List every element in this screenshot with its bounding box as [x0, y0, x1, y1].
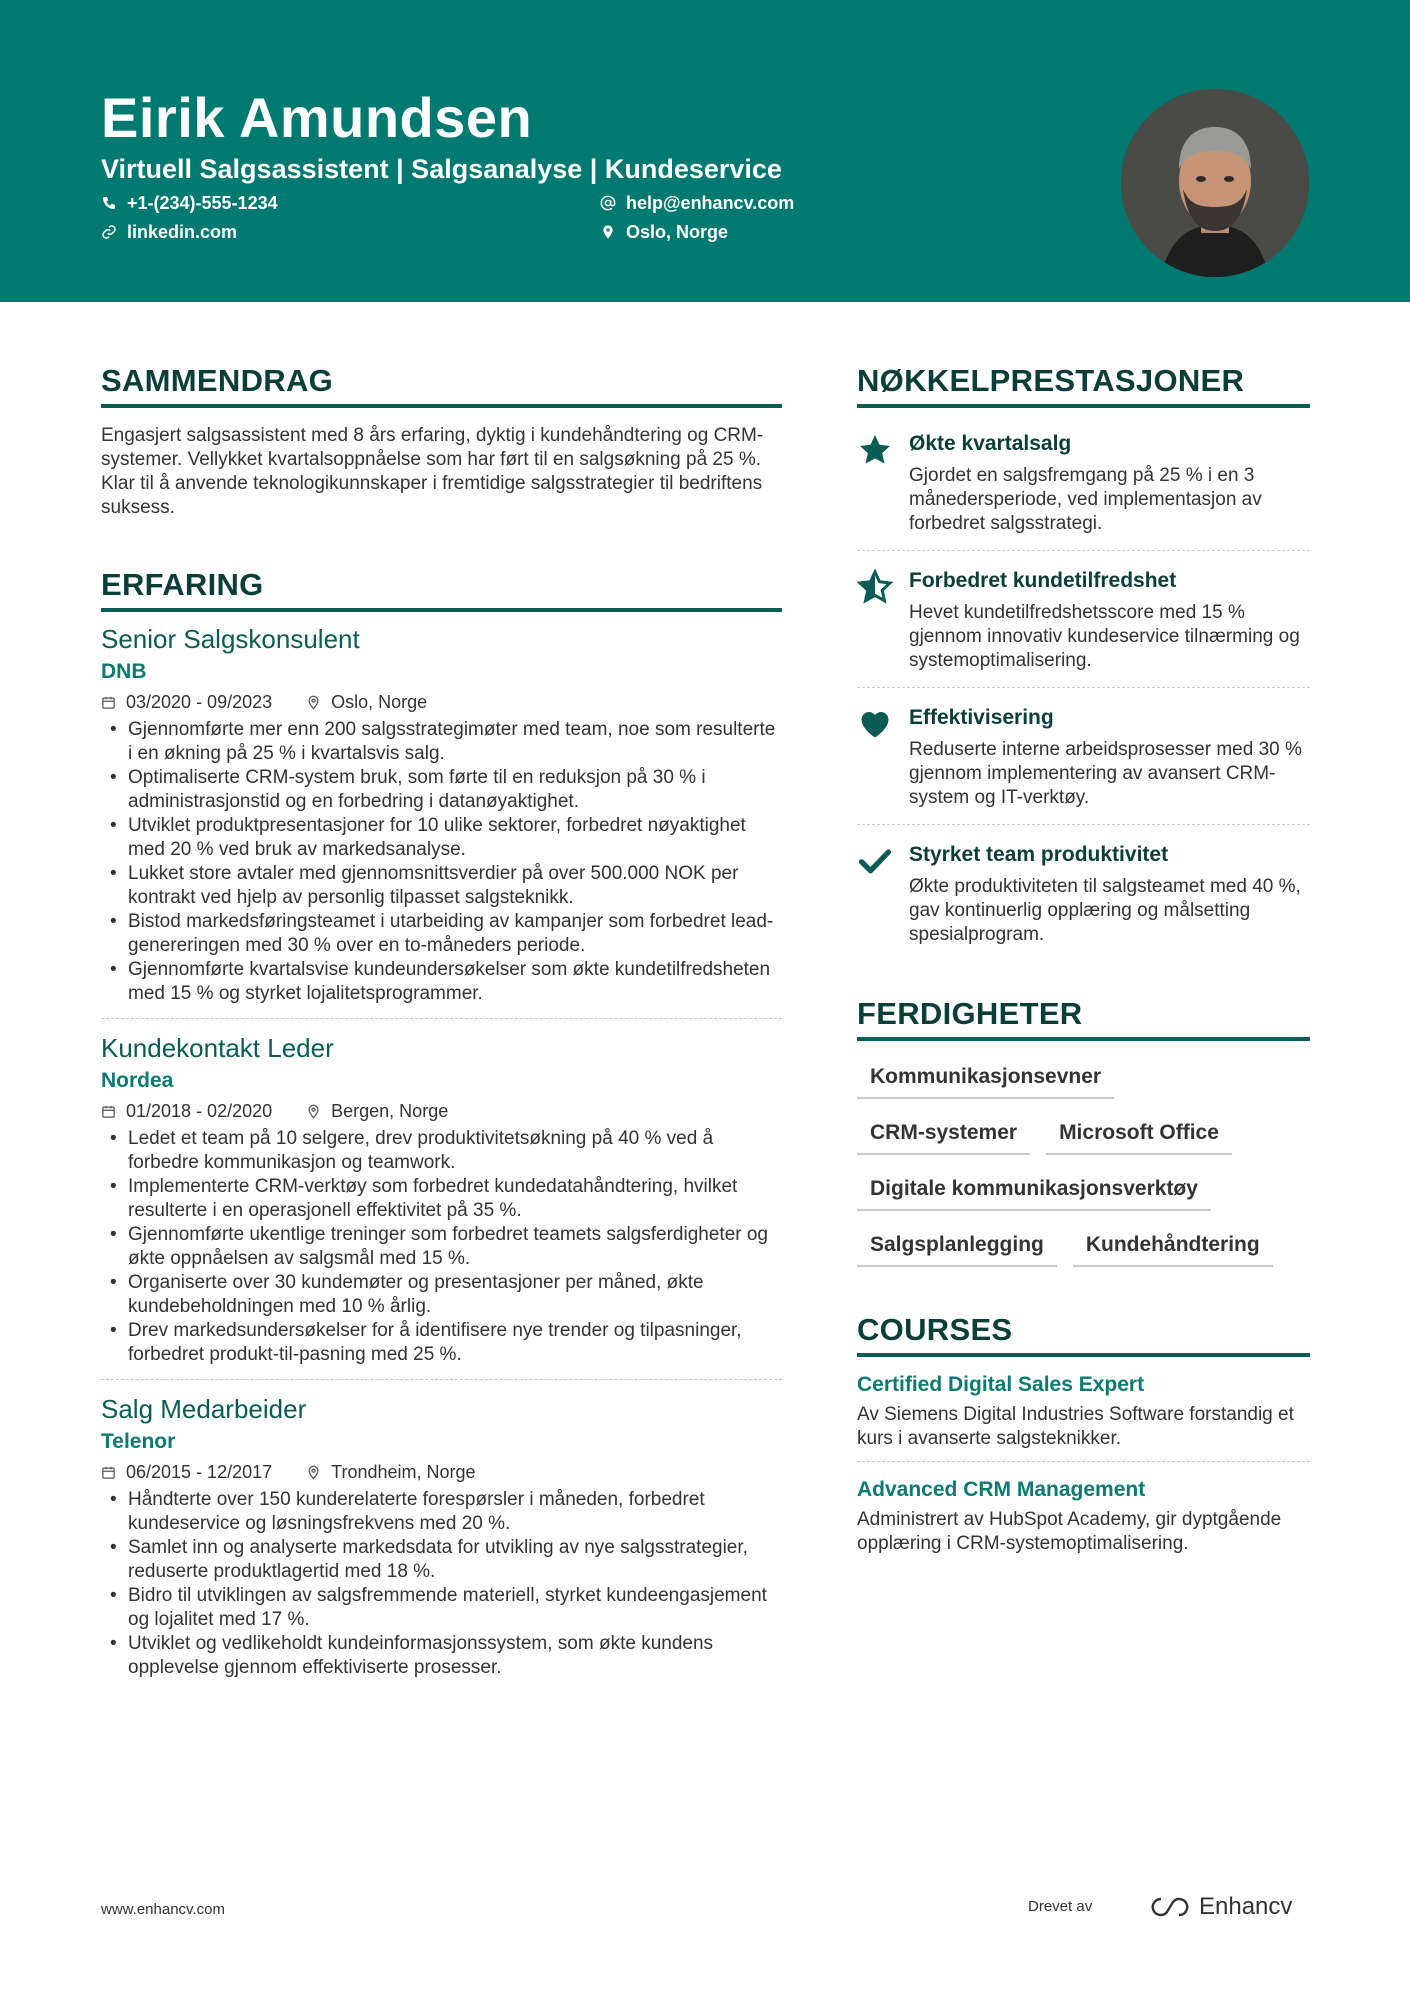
skill-tag: Kommunikasjonsevner: [857, 1063, 1114, 1099]
summary-heading: SAMMENDRAG: [101, 362, 782, 408]
achievement-item: [857, 687, 1310, 824]
job-title: Kundekontakt Leder: [101, 1033, 334, 1063]
skill-tag: Salgsplanlegging: [857, 1231, 1057, 1267]
enhancv-logo-icon: [1147, 1894, 1191, 1920]
experience-heading: ERFARING: [101, 566, 782, 612]
achievement-desc: Gjordet en salgsfremgang på 25 % i en 3 månedersperiode, ved implementasjon av forbedret salgsstrategi.: [909, 465, 1262, 534]
job-meta: [101, 1099, 782, 1123]
at-icon: [600, 195, 616, 211]
star-outline-icon: [857, 569, 893, 605]
achievements-list: [857, 414, 1310, 961]
job-dates: 01/2018 - 02/2020: [126, 1101, 273, 1121]
job-title: Salg Medarbeider: [101, 1394, 307, 1424]
job-bullets: [101, 1488, 782, 1680]
achievement-desc: Økte produktiviteten til salgsteamet med 40 %, gav kontinuerlig opplæring og målsetting spesialprogram.: [909, 876, 1301, 945]
job-location-text: Oslo, Norge: [331, 692, 428, 712]
job-dates: 03/2020 - 09/2023: [126, 692, 273, 712]
job-bullet: • Bistod markedsføringsteamet i utarbeiding av kampanjer som forbedret lead-genereringen med 30 % over en to-måneders periode.: [101, 910, 782, 958]
course-title: Certified Digital Sales Expert: [857, 1373, 1145, 1396]
job-entry: [101, 1379, 782, 1692]
job-bullet: • Samlet inn og analyserte markedsdata for utvikling av nye salgsstrategier, reduserte produktlagertid med 18 %.: [101, 1536, 782, 1584]
job-bullet: • Håndterte over 150 kunderelaterte forespørsler i måneden, forbedret kundeservice og løsningsfrekvens med 20 %.: [101, 1488, 782, 1536]
achievement-title: Forbedret kundetilfredshet: [909, 569, 1177, 592]
star-icon: [857, 432, 893, 468]
achievement-desc: Reduserte interne arbeidsprosesser med 30 % gjennom implementering av avansert CRM-system og IT-verktøy.: [909, 739, 1302, 808]
job-location: [306, 690, 427, 714]
profile-photo: [1121, 89, 1309, 277]
job-location: [306, 1460, 475, 1484]
skills-list: [857, 1063, 1310, 1267]
job-bullet: • Ledet et team på 10 selgere, drev produktivitetsøkning på 40 % ved å forbedre kommunikasjon og teamwork.: [101, 1127, 782, 1175]
job-location: [306, 1099, 448, 1123]
location-pin-icon: [306, 1465, 321, 1480]
job-title: Senior Salgskonsulent: [101, 624, 360, 654]
achievement-item: [857, 550, 1310, 687]
location-pin-icon: [306, 695, 321, 710]
calendar-icon: [101, 695, 116, 710]
link-icon: [101, 224, 117, 240]
calendar-icon: [101, 1465, 116, 1480]
job-bullet: • Lukket store avtaler med gjennomsnittsverdier på over 500.000 NOK per kontrakt ved hjelp av personlig tilpasset salgsteknikk.: [101, 862, 782, 910]
right-column: [857, 362, 1310, 1566]
job-bullet: • Organiserte over 30 kundemøter og presentasjoner per måned, økte kundebeholdningen med 10 % årlig.: [101, 1271, 782, 1319]
course-item: [857, 1357, 1310, 1461]
job-bullet: • Gjennomførte kvartalsvise kundeundersøkelser som økte kundetilfredsheten med 15 % og styrket lojalitetsprogrammer.: [101, 958, 782, 1006]
job-bullet: • Optimaliserte CRM-system bruk, som førte til en reduksjon på 30 % i administrasjonstid og en forbedring i datanøyaktighet.: [101, 766, 782, 814]
job-meta: [101, 1460, 782, 1484]
job-entry: [101, 622, 782, 1018]
contact-linkedin[interactable]: [101, 220, 237, 244]
experience-list: [101, 622, 782, 1692]
job-bullet: • Utviklet produktpresentasjoner for 10 ulike sektorer, forbedret nøyaktighet med 20 % ved bruk av markedsanalyse.: [101, 814, 782, 862]
candidate-name: Eirik Amundsen: [101, 86, 533, 149]
achievement-title: Styrket team produktivitet: [909, 843, 1169, 866]
job-bullets: [101, 718, 782, 1006]
course-item: [857, 1461, 1310, 1566]
skill-tag: Kundehåndtering: [1073, 1231, 1273, 1267]
contact-location: [600, 220, 728, 244]
skill-tag: CRM-systemer: [857, 1119, 1030, 1155]
contact-location-text: Oslo, Norge: [626, 222, 729, 242]
contact-phone[interactable]: [101, 191, 278, 215]
job-location-text: Trondheim, Norge: [331, 1462, 476, 1482]
enhancv-logo-text: Enhancv: [1199, 1893, 1293, 1920]
resume-header: [0, 0, 1410, 302]
skill-tag: Microsoft Office: [1046, 1119, 1232, 1155]
summary-text: Engasjert salgsassistent med 8 års erfaring, dyktig i kundehåndtering og CRM-systemer. Vellykket kvartalsoppnåelse som har ført til en salgsøkning på 25 %. Klar til å anvende teknologikunnskaper i fremtidige salgsstrategier til bedriftens suksess.: [101, 425, 764, 518]
contact-email[interactable]: [600, 191, 794, 215]
contact-phone-text: +1-(234)-555-1234: [127, 193, 278, 213]
enhancv-logo[interactable]: [1147, 1893, 1292, 1921]
job-entry: [101, 1018, 782, 1379]
candidate-headline: Virtuell Salgsassistent | Salgsanalyse | Kundeservice: [101, 154, 782, 184]
course-desc: Administrert av HubSpot Academy, gir dyptgående opplæring i CRM-systemoptimalisering.: [857, 1509, 1282, 1554]
courses-list: [857, 1357, 1310, 1566]
job-dates: 06/2015 - 12/2017: [126, 1462, 273, 1482]
courses-heading: COURSES: [857, 1311, 1310, 1357]
course-title: Advanced CRM Management: [857, 1478, 1146, 1501]
job-bullets: [101, 1127, 782, 1367]
footer-website-link[interactable]: www.enhancv.com: [101, 1901, 225, 1918]
left-column: [101, 362, 782, 1692]
achievement-item: [857, 824, 1310, 961]
job-bullet: • Gjennomførte ukentlige treninger som forbedret teamets salgsferdigheter og økte oppnåelsen av salgsmål med 15 %.: [101, 1223, 782, 1271]
job-company: Telenor: [101, 1430, 176, 1453]
checkmark-icon: [857, 843, 893, 879]
job-bullet: • Utviklet og vedlikeholdt kundeinformasjonssystem, som økte kundens opplevelse gjennom effektiviserte prosesser.: [101, 1632, 782, 1680]
contact-email-text: help@enhancv.com: [626, 193, 795, 213]
achievements-heading: NØKKELPRESTASJONER: [857, 362, 1310, 408]
skills-heading: FERDIGHETER: [857, 995, 1310, 1041]
achievement-item: [857, 414, 1310, 550]
calendar-icon: [101, 1104, 116, 1119]
location-pin-icon: [600, 224, 616, 240]
job-bullet: • Drev markedsundersøkelser for å identifisere nye trender og tilpasninger, forbedret produkt-til-pasning med 25 %.: [101, 1319, 782, 1367]
achievement-desc: Hevet kundetilfredshetsscore med 15 % gjennom innovativ kundeservice tilnærming og systemoptimalisering.: [909, 602, 1300, 671]
skill-tag: Digitale kommunikasjonsverktøy: [857, 1175, 1211, 1211]
job-company: Nordea: [101, 1069, 174, 1092]
contact-linkedin-text: linkedin.com: [127, 222, 238, 242]
heart-icon: [857, 706, 893, 742]
job-bullet: • Bidro til utviklingen av salgsfremmende materiell, styrket kundeengasjement og lojalitet med 17 %.: [101, 1584, 782, 1632]
course-desc: Av Siemens Digital Industries Software forstandig et kurs i avanserte salgsteknikker.: [857, 1404, 1294, 1449]
achievement-title: Effektivisering: [909, 706, 1054, 729]
footer-powered-by: Drevet av: [1028, 1898, 1093, 1915]
job-bullet: • Implementerte CRM-verktøy som forbedret kundedatahåndtering, hvilket resulterte i en operasjonell effektivitet på 35 %.: [101, 1175, 782, 1223]
job-company: DNB: [101, 660, 147, 683]
job-location-text: Bergen, Norge: [331, 1101, 449, 1121]
job-meta: [101, 690, 782, 714]
achievement-title: Økte kvartalsalg: [909, 432, 1072, 455]
location-pin-icon: [306, 1104, 321, 1119]
phone-icon: [101, 195, 117, 211]
job-bullet: • Gjennomførte mer enn 200 salgsstrategimøter med team, noe som resulterte i en økning på 25 % i kvartalsvis salg.: [101, 718, 782, 766]
